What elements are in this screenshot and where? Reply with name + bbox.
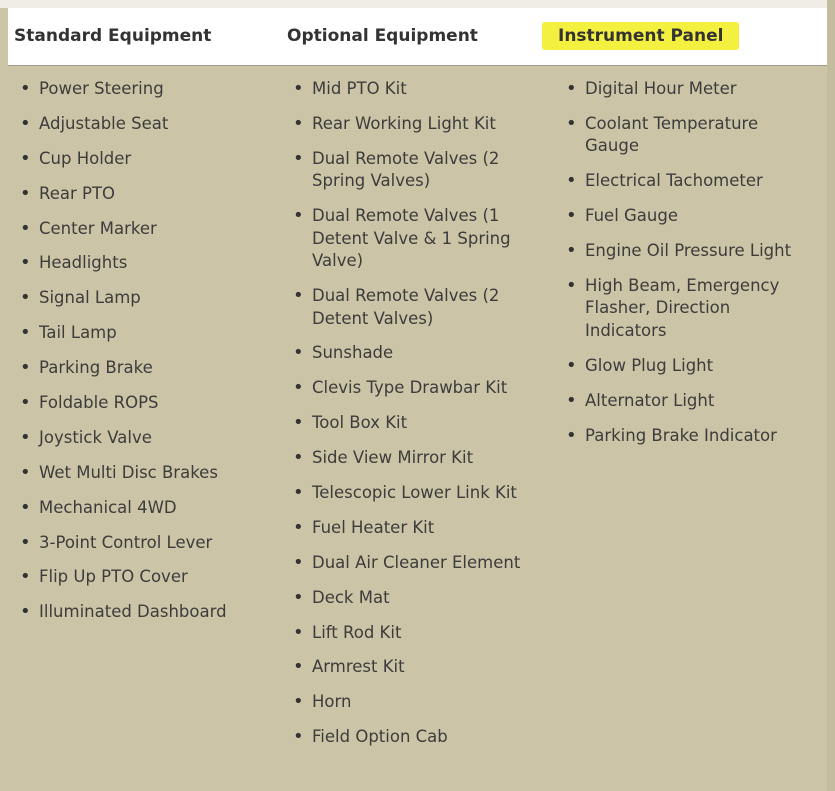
list-item — [293, 412, 523, 435]
table-header — [8, 8, 827, 66]
list-item-label: Foldable ROPS — [39, 393, 159, 413]
list-item — [293, 726, 523, 749]
bullet-icon: • — [566, 170, 577, 192]
list-item-label: Flip Up PTO Cover — [39, 567, 188, 587]
bullet-icon: • — [293, 586, 304, 608]
bullet-icon: • — [20, 601, 31, 623]
header-instrument-panel: Instrument Panel — [542, 22, 739, 50]
list-item-label: Lift Rod Kit — [312, 622, 402, 642]
list-item — [566, 205, 801, 228]
bullet-icon: • — [293, 551, 304, 573]
bullet-icon: • — [566, 205, 577, 227]
list-item — [20, 462, 270, 485]
list-item — [293, 447, 523, 470]
bullet-icon: • — [566, 424, 577, 446]
list-item-label: Horn — [312, 692, 352, 712]
list-item-label: Deck Mat — [312, 587, 390, 607]
list-item-label: Parking Brake Indicator — [585, 425, 777, 445]
list-item-label: Coolant Temperature Gauge — [585, 113, 759, 156]
list-item — [20, 532, 270, 555]
list-item-label: Adjustable Seat — [39, 113, 169, 133]
bullet-icon: • — [20, 287, 31, 309]
list-item-label: Alternator Light — [585, 390, 715, 410]
bullet-icon: • — [293, 482, 304, 504]
list-item-label: Mid PTO Kit — [312, 79, 407, 98]
list-item-label: Mechanical 4WD — [39, 497, 177, 517]
list-item — [20, 287, 270, 310]
list-item — [20, 322, 270, 345]
list-item — [20, 78, 270, 101]
bullet-icon: • — [566, 112, 577, 134]
right-border — [827, 0, 835, 791]
list-item — [566, 78, 801, 101]
list-item — [293, 377, 523, 400]
list-item — [20, 113, 270, 136]
list-item — [293, 482, 523, 505]
list-item — [293, 656, 523, 679]
list-item-label: Glow Plug Light — [585, 355, 714, 375]
list-item-label: Signal Lamp — [39, 288, 141, 308]
list-item — [293, 285, 523, 330]
bullet-icon: • — [20, 566, 31, 588]
bullet-icon: • — [293, 412, 304, 434]
bullet-icon: • — [293, 691, 304, 713]
bullet-icon: • — [20, 147, 31, 169]
list-item-label: Wet Multi Disc Brakes — [39, 462, 218, 482]
list-item — [293, 622, 523, 645]
list-item — [293, 342, 523, 365]
list-item-label: Headlights — [39, 253, 128, 273]
list-item-label: Clevis Type Drawbar Kit — [312, 378, 508, 398]
list-item — [293, 552, 523, 575]
list-item — [293, 691, 523, 714]
list-item-label: Dual Remote Valves (2 Detent Valves) — [312, 286, 500, 328]
list-item — [566, 390, 801, 413]
list-item-label: Fuel Gauge — [585, 206, 679, 226]
bullet-icon: • — [20, 461, 31, 483]
list-item-label: Side View Mirror Kit — [312, 448, 474, 468]
list-item-label: Illuminated Dashboard — [39, 602, 227, 622]
bullet-icon: • — [20, 78, 31, 99]
list-item-label: Dual Remote Valves (1 Detent Valve & 1 Spring Valve) — [312, 206, 511, 271]
list-item — [566, 275, 801, 343]
list-item-label: Sunshade — [312, 343, 394, 363]
bullet-icon: • — [20, 322, 31, 344]
list-item-label: 3-Point Control Lever — [39, 532, 213, 552]
top-border — [0, 0, 835, 8]
header-standard-equipment: Standard Equipment — [14, 26, 212, 46]
list-item-label: Joystick Valve — [39, 427, 152, 447]
list-item — [20, 392, 270, 415]
list-item — [20, 497, 270, 520]
list-item — [20, 218, 270, 241]
list-item-label: Center Marker — [39, 218, 157, 238]
bullet-icon: • — [293, 147, 304, 169]
list-item-label: Dual Remote Valves (2 Spring Valves) — [312, 148, 500, 191]
standard-equipment-list — [20, 78, 270, 636]
list-item — [293, 587, 523, 610]
bullet-icon: • — [293, 285, 304, 307]
list-item — [20, 183, 270, 206]
bullet-icon: • — [566, 274, 577, 296]
list-item-label: Engine Oil Pressure Light — [585, 241, 792, 261]
bullet-icon: • — [293, 78, 304, 99]
list-item-label: Digital Hour Meter — [585, 79, 737, 98]
list-item-label: Dual Air Cleaner Element — [312, 552, 521, 572]
list-item — [293, 78, 523, 101]
list-item — [293, 517, 523, 540]
bullet-icon: • — [566, 354, 577, 376]
bullet-icon: • — [293, 205, 304, 227]
bullet-icon: • — [20, 392, 31, 414]
bullet-icon: • — [293, 447, 304, 469]
list-item-label: Armrest Kit — [312, 657, 405, 677]
list-item — [293, 113, 523, 136]
bullet-icon: • — [20, 357, 31, 379]
bullet-icon: • — [293, 656, 304, 678]
list-item — [20, 427, 270, 450]
list-item — [566, 113, 801, 158]
list-item — [20, 252, 270, 275]
list-item — [566, 355, 801, 378]
list-item-label: Power Steering — [39, 79, 164, 98]
bullet-icon: • — [20, 182, 31, 204]
list-item — [293, 205, 523, 273]
list-item — [20, 566, 270, 589]
bullet-icon: • — [566, 389, 577, 411]
bullet-icon: • — [20, 217, 31, 239]
bullet-icon: • — [293, 342, 304, 364]
list-item-label: Rear Working Light Kit — [312, 113, 496, 133]
instrument-panel-list — [566, 78, 801, 460]
bullet-icon: • — [566, 78, 577, 99]
list-item-label: Electrical Tachometer — [585, 171, 763, 191]
optional-equipment-list — [293, 78, 523, 761]
bullet-icon: • — [20, 426, 31, 448]
list-item — [20, 601, 270, 624]
bullet-icon: • — [20, 531, 31, 553]
bullet-icon: • — [566, 240, 577, 262]
bullet-icon: • — [293, 112, 304, 134]
bullet-icon: • — [293, 516, 304, 538]
bullet-icon: • — [20, 252, 31, 274]
list-item-label: Cup Holder — [39, 148, 132, 168]
list-item — [566, 425, 801, 448]
bullet-icon: • — [293, 621, 304, 643]
bullet-icon: • — [20, 112, 31, 134]
bullet-icon: • — [293, 377, 304, 399]
list-item — [566, 170, 801, 193]
list-item-label: Tail Lamp — [39, 323, 117, 343]
list-item-label: High Beam, Emergency Flasher, Direction Indicators — [585, 275, 780, 340]
list-item — [20, 357, 270, 380]
bullet-icon: • — [20, 496, 31, 518]
list-item-label: Rear PTO — [39, 183, 116, 203]
list-item — [293, 148, 523, 193]
list-item — [566, 240, 801, 263]
list-item — [20, 148, 270, 171]
list-item-label: Parking Brake — [39, 358, 153, 378]
list-item-label: Telescopic Lower Link Kit — [312, 483, 517, 503]
list-item-label: Fuel Heater Kit — [312, 517, 435, 537]
list-item-label: Tool Box Kit — [312, 413, 408, 433]
bullet-icon: • — [293, 726, 304, 748]
header-optional-equipment: Optional Equipment — [287, 26, 478, 46]
list-item-label: Field Option Cab — [312, 727, 448, 747]
